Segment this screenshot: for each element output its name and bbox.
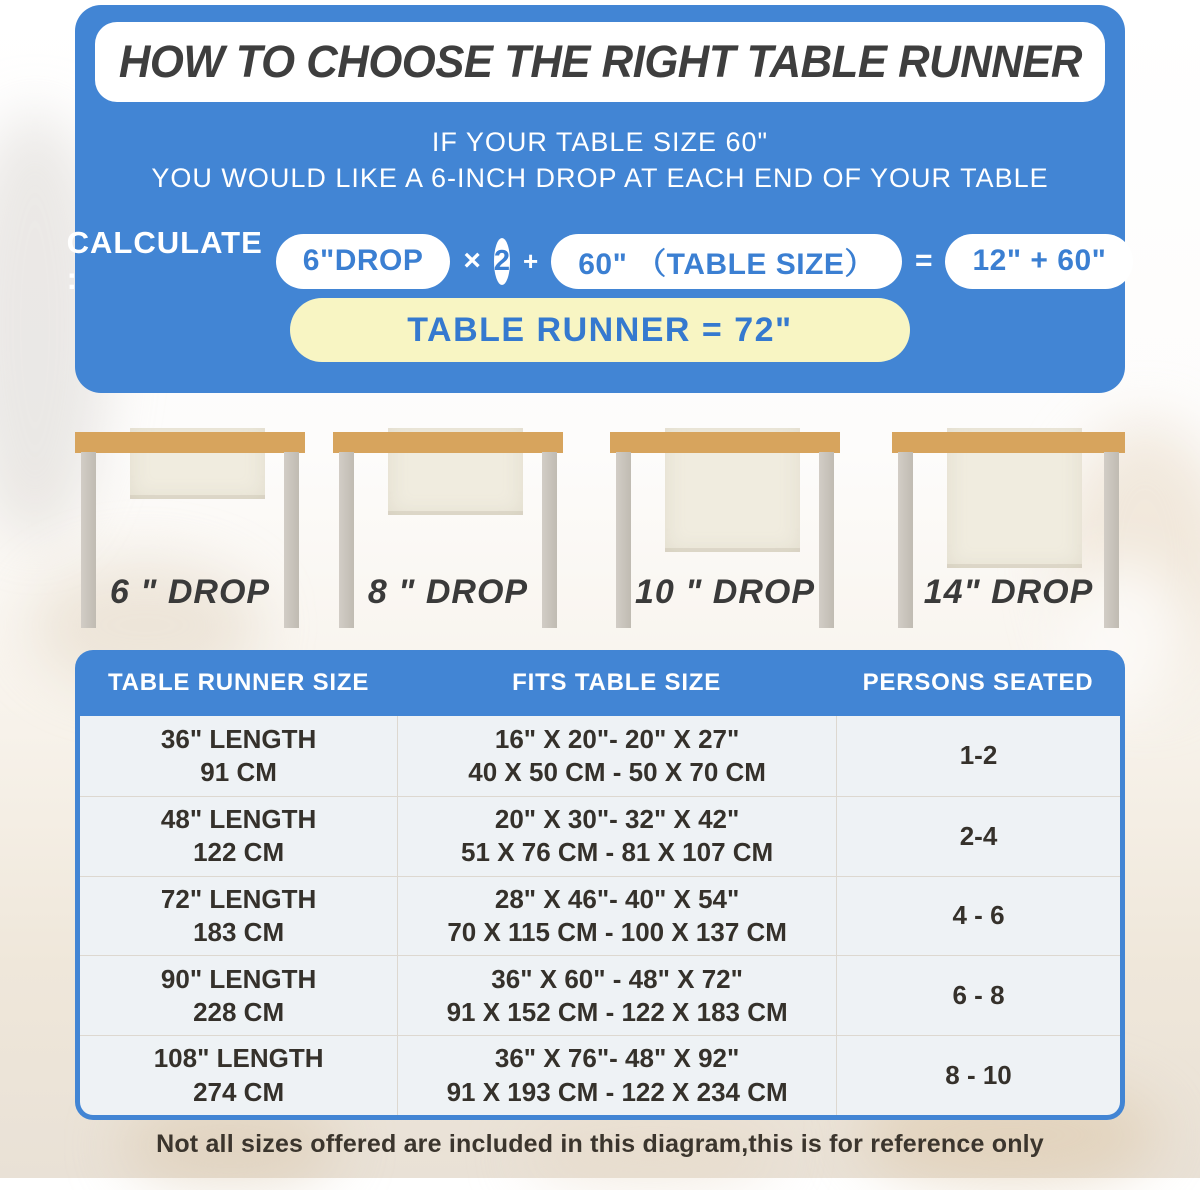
runner-length-cm: 122 CM — [193, 837, 285, 868]
fits-size-cm: 91 X 193 CM - 122 X 234 CM — [446, 1076, 788, 1107]
drop-label: 10 " DROP — [634, 573, 816, 611]
runner-result-pill: TABLE RUNNER = 72" — [290, 298, 910, 362]
runner-length-in: 36" LENGTH — [160, 723, 317, 754]
multiplier-badge: 2 — [494, 238, 510, 285]
runner-length-in: 90" LENGTH — [160, 963, 317, 994]
fits-size-in: 28" X 46"- 40" X 54" — [494, 883, 740, 914]
persons-seated: 1-2 — [959, 740, 998, 771]
calculate-label: CALCULATE : — [66, 225, 263, 296]
cell-fits-size — [397, 877, 836, 956]
cell-persons — [836, 956, 1120, 1035]
table-row — [80, 1035, 1120, 1115]
cell-fits-size — [397, 956, 836, 1035]
instruction-panel — [66, 5, 1125, 393]
cell-runner-size — [80, 956, 397, 1035]
figure-6-inch-drop — [75, 425, 305, 635]
cell-runner-size — [80, 797, 397, 876]
fits-size-in: 36" X 60" - 48" X 72" — [491, 963, 743, 994]
persons-seated: 2-4 — [959, 820, 998, 851]
persons-seated: 8 - 10 — [945, 1059, 1012, 1090]
drop-label: 8 " DROP — [367, 573, 529, 611]
size-chart-body — [80, 716, 1120, 1115]
runner-length-in: 48" LENGTH — [160, 803, 317, 834]
subtitle-line-1: IF YOUR TABLE SIZE 60" — [431, 127, 769, 157]
column-header-runner-size: TABLE RUNNER SIZE — [108, 669, 370, 696]
page-title: HOW TO CHOOSE THE RIGHT TABLE RUNNER — [118, 36, 1082, 87]
title-box — [95, 22, 1105, 102]
drop-illustrations — [0, 425, 1200, 635]
footer-note: Not all sizes offered are included in this diagram,this is for reference only — [156, 1130, 1044, 1158]
runner-length-in: 72" LENGTH — [160, 883, 317, 914]
subtitle-line-2: YOU WOULD LIKE A 6-INCH DROP AT EACH END OF YOUR TABLE — [151, 163, 1049, 193]
multiply-sign: × — [463, 244, 481, 277]
table-row — [80, 955, 1120, 1035]
figure-10-inch-drop — [610, 425, 840, 635]
size-chart-header — [80, 650, 1120, 716]
tabletop — [610, 432, 840, 453]
drop-label: 14" DROP — [923, 573, 1094, 611]
tabletop — [892, 432, 1125, 453]
table-row — [80, 876, 1120, 956]
plus-sign: + — [523, 245, 539, 276]
size-chart-panel — [75, 650, 1125, 1120]
table-size-pill: 60" （TABLE SIZE） — [551, 234, 902, 289]
cell-persons — [836, 1036, 1120, 1115]
calculation-row — [66, 225, 1125, 296]
fits-size-in: 16" X 20"- 20" X 27" — [494, 723, 740, 754]
cell-runner-size — [80, 877, 397, 956]
fits-size-in: 36" X 76"- 48" X 92" — [494, 1043, 740, 1074]
fits-size-cm: 51 X 76 CM - 81 X 107 CM — [461, 837, 774, 868]
drop-value-pill: 6"DROP — [276, 234, 451, 289]
cell-persons — [836, 716, 1120, 796]
fits-size-in: 20" X 30"- 32" X 42" — [494, 803, 740, 834]
tabletop — [75, 432, 305, 453]
cell-runner-size — [80, 1036, 397, 1115]
persons-seated: 6 - 8 — [952, 980, 1005, 1011]
drop-label: 6 " DROP — [109, 573, 271, 611]
runner-length-cm: 91 CM — [200, 756, 277, 787]
runner-length-cm: 274 CM — [193, 1076, 285, 1107]
cell-persons — [836, 877, 1120, 956]
figure-14-inch-drop — [892, 425, 1125, 635]
runner-length-cm: 183 CM — [193, 916, 285, 947]
tabletop — [333, 432, 563, 453]
persons-seated: 4 - 6 — [952, 900, 1005, 931]
sum-pill: 12" + 60" — [945, 234, 1133, 289]
equals-sign: = — [914, 244, 933, 277]
cell-runner-size — [80, 716, 397, 796]
cell-fits-size — [397, 797, 836, 876]
fits-size-cm: 91 X 152 CM - 122 X 183 CM — [446, 996, 788, 1027]
fits-size-cm: 40 X 50 CM - 50 X 70 CM — [468, 756, 766, 787]
cell-persons — [836, 797, 1120, 876]
cell-fits-size — [397, 1036, 836, 1115]
cell-fits-size — [397, 716, 836, 796]
figure-8-inch-drop — [333, 425, 563, 635]
table-row — [80, 796, 1120, 876]
column-header-persons-seated: PERSONS SEATED — [862, 669, 1094, 696]
fits-size-cm: 70 X 115 CM - 100 X 137 CM — [447, 916, 787, 947]
runner-length-in: 108" LENGTH — [153, 1043, 324, 1074]
column-header-fits-table-size: FITS TABLE SIZE — [512, 669, 722, 696]
runner-length-cm: 228 CM — [193, 996, 285, 1027]
table-row — [80, 716, 1120, 796]
